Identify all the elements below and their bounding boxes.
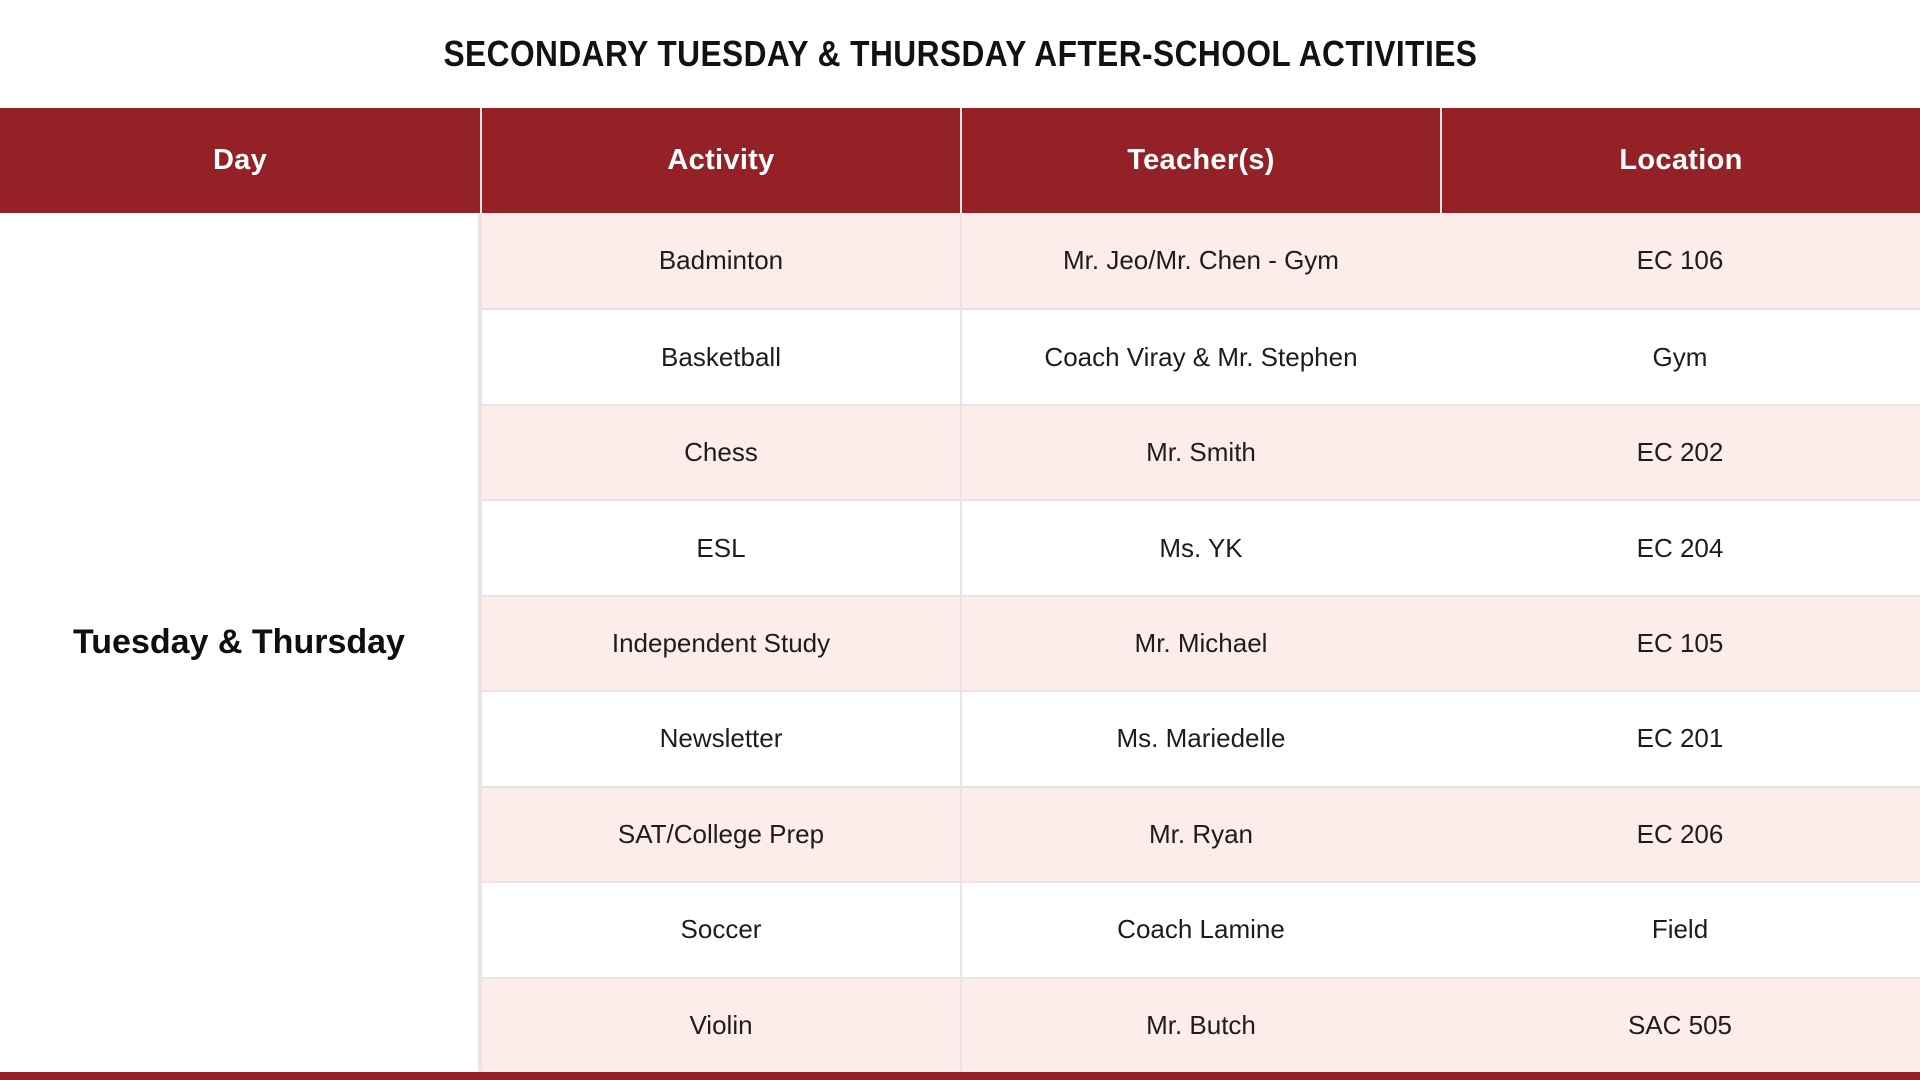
location-cell: Gym (1440, 308, 1920, 403)
teacher-cell: Coach Lamine (960, 881, 1440, 976)
location-cell: EC 206 (1440, 786, 1920, 881)
page-title: SECONDARY TUESDAY & THURSDAY AFTER-SCHOOL ACTIVITIES (443, 33, 1477, 74)
activity-cell: Chess (480, 404, 960, 499)
location-cell: EC 202 (1440, 404, 1920, 499)
location-cell: EC 204 (1440, 499, 1920, 594)
bottom-accent-bar (0, 1072, 1920, 1080)
teacher-cell: Mr. Michael (960, 595, 1440, 690)
activity-cell: Newsletter (480, 690, 960, 785)
activity-cell: Independent Study (480, 595, 960, 690)
activity-cell: SAT/College Prep (480, 786, 960, 881)
activity-cell: Badminton (480, 213, 960, 308)
day-cell: Tuesday & Thursday (0, 213, 480, 1072)
teacher-cell: Mr. Jeo/Mr. Chen - Gym (960, 213, 1440, 308)
activity-cell: Violin (480, 977, 960, 1072)
location-cell: EC 106 (1440, 213, 1920, 308)
location-cell: SAC 505 (1440, 977, 1920, 1072)
column-header-location: Location (1440, 108, 1920, 213)
table-header-row (0, 108, 1920, 213)
teacher-cell: Mr. Butch (960, 977, 1440, 1072)
column-header-activity: Activity (480, 108, 960, 213)
teacher-cell: Mr. Smith (960, 404, 1440, 499)
location-cell: Field (1440, 881, 1920, 976)
title-bar (0, 0, 1920, 108)
table-body (0, 213, 1920, 1072)
activity-cell: Basketball (480, 308, 960, 403)
teacher-cell: Ms. YK (960, 499, 1440, 594)
location-cell: EC 201 (1440, 690, 1920, 785)
location-cell: EC 105 (1440, 595, 1920, 690)
teacher-cell: Mr. Ryan (960, 786, 1440, 881)
column-header-teacher: Teacher(s) (960, 108, 1440, 213)
activity-cell: ESL (480, 499, 960, 594)
teacher-cell: Coach Viray & Mr. Stephen (960, 308, 1440, 403)
teacher-cell: Ms. Mariedelle (960, 690, 1440, 785)
activity-cell: Soccer (480, 881, 960, 976)
column-header-day: Day (212, 144, 268, 176)
